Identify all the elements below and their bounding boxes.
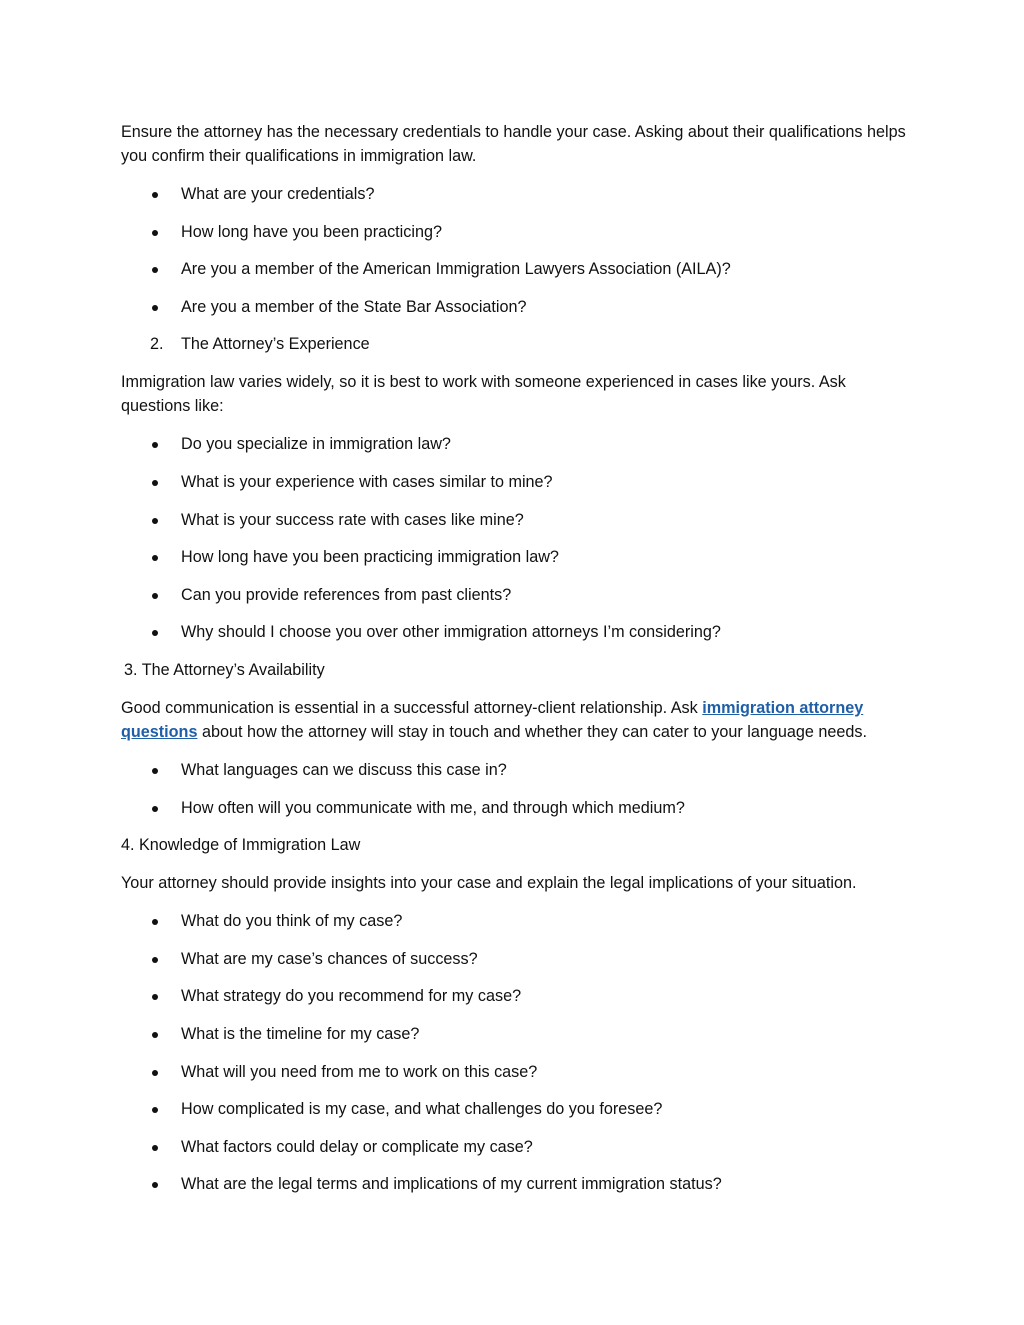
bullet-icon (152, 957, 158, 963)
bullet-icon (152, 994, 158, 1000)
bullet-icon (152, 768, 158, 774)
list-item: Why should I choose you over other immigration attorneys I’m considering? (121, 620, 906, 644)
bullet-icon (152, 1107, 158, 1113)
bullet-icon (152, 919, 158, 925)
list-item: How complicated is my case, and what challenges do you foresee? (121, 1097, 906, 1121)
intro-paragraph: Ensure the attorney has the necessary credentials to handle your case. Asking about their qualifications helps you confirm their qualifications in immigration law. (121, 123, 906, 165)
bullet-icon (152, 267, 158, 273)
list-item: How often will you communicate with me, and through which medium? (121, 796, 906, 820)
section-number: 2. (150, 335, 164, 354)
bullet-icon (152, 555, 158, 561)
bullet-icon (152, 630, 158, 636)
bullet-icon (152, 1070, 158, 1076)
bullet-icon (152, 1145, 158, 1151)
list-item: What do you think of my case? (121, 909, 906, 933)
bullet-icon (152, 593, 158, 599)
bullet-icon (152, 230, 158, 236)
list-item: Can you provide references from past clients? (121, 583, 906, 607)
list-item: Are you a member of the State Bar Association? (121, 295, 906, 319)
bullet-icon (152, 442, 158, 448)
section-title: The Attorney’s Experience (181, 335, 370, 354)
knowledge-paragraph: Your attorney should provide insights into your case and explain the legal implications of your situation. (121, 874, 857, 893)
list-item: What is your success rate with cases like mine? (121, 508, 906, 532)
credentials-question-list (121, 182, 906, 319)
document-page (121, 120, 906, 1210)
availability-paragraph: Good communication is essential in a successful attorney-client relationship. Ask immigration attorney questions about how the attorney will stay in touch and whether they can cater to your language needs. (121, 698, 867, 741)
bullet-icon (152, 305, 158, 311)
list-item: What is your experience with cases similar to mine? (121, 470, 906, 494)
bullet-icon (152, 192, 158, 198)
list-item: What are your credentials? (121, 182, 906, 206)
list-item: What are my case’s chances of success? (121, 947, 906, 971)
section-heading-knowledge: 4. Knowledge of Immigration Law (121, 836, 361, 855)
list-item: What languages can we discuss this case in? (121, 758, 906, 782)
list-item: How long have you been practicing? (121, 220, 906, 244)
list-item: What are the legal terms and implications of my current immigration status? (121, 1172, 906, 1196)
list-item: What is the timeline for my case? (121, 1022, 906, 1046)
list-item: What strategy do you recommend for my case? (121, 984, 906, 1008)
immigration-attorney-questions-link[interactable]: immigration attorney questions (121, 698, 864, 741)
bullet-icon (152, 806, 158, 812)
bullet-icon (152, 480, 158, 486)
section-heading-experience (121, 332, 906, 356)
experience-question-list (121, 432, 906, 644)
list-item: Do you specialize in immigration law? (121, 432, 906, 456)
list-item: How long have you been practicing immigration law? (121, 545, 906, 569)
availability-question-list (121, 758, 906, 820)
bullet-icon (152, 1182, 158, 1188)
list-item: What factors could delay or complicate my case? (121, 1135, 906, 1159)
knowledge-question-list (121, 909, 906, 1196)
bullet-icon (152, 518, 158, 524)
experience-paragraph: Immigration law varies widely, so it is best to work with someone experienced in cases like yours. Ask questions like: (121, 373, 846, 416)
section-heading-availability: 3. The Attorney’s Availability (124, 660, 325, 679)
bullet-icon (152, 1032, 158, 1038)
list-item: What will you need from me to work on this case? (121, 1060, 906, 1084)
list-item: Are you a member of the American Immigration Lawyers Association (AILA)? (121, 257, 906, 281)
